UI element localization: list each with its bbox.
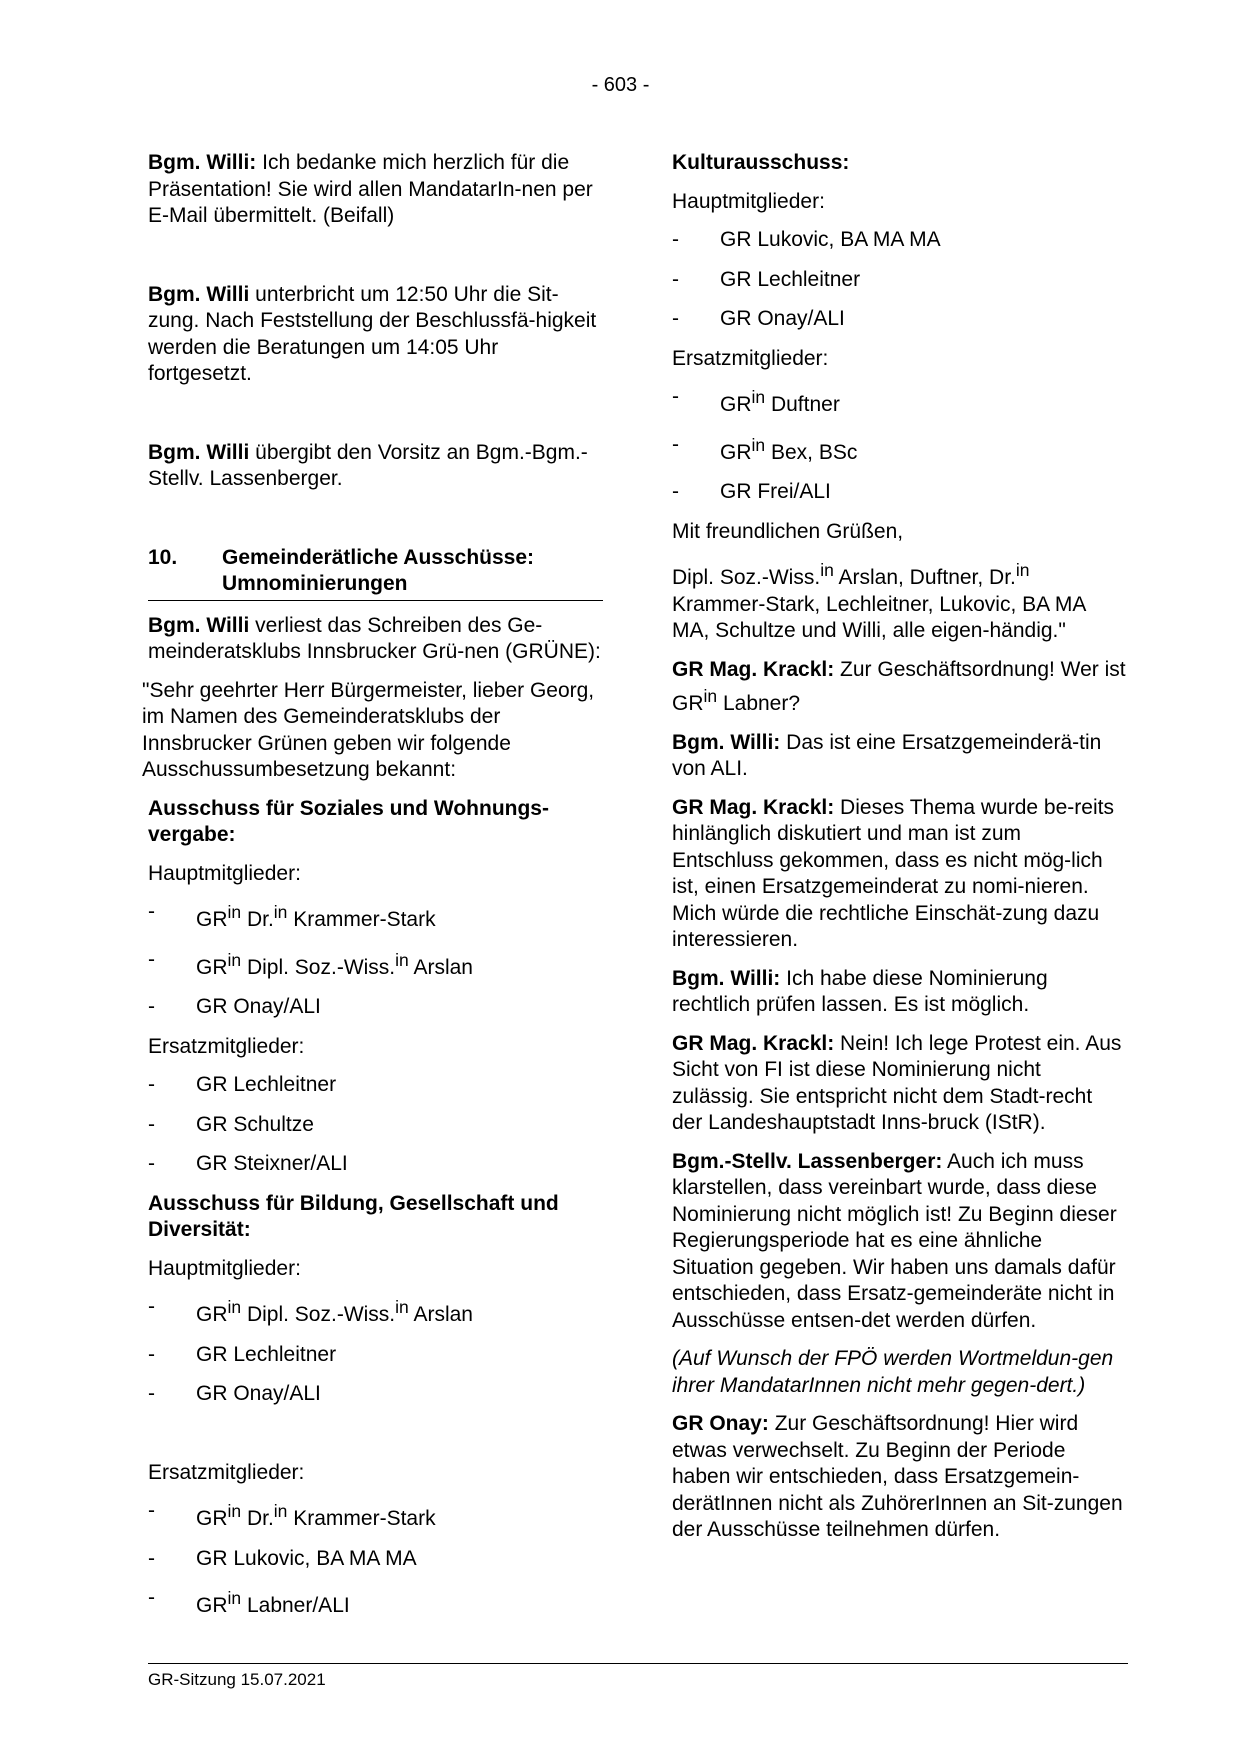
- list-item: - $GR^{in}$ Duftner: [672, 385, 840, 416]
- speaker-name: Bgm. Willi: [148, 282, 250, 306]
- paragraph: GR Mag. Krackl: Nein! Ich lege Protest ein. Aus Sicht von FI ist diese Nominierung nicht zulässig. Sie entspricht nicht dem Stadt-recht der Landeshauptstadt Inns-bruck (IStR).: [672, 1031, 1122, 1134]
- letter-signatures: Dipl. Soz.-Wiss.$^{in}$ Arslan, Duftner, Dr.$^{in}$ Krammer-Stark, Lechleitner, Lukovic, BA MA MA, Schultze und Willi, alle eigen-händig.": [672, 560, 1086, 642]
- list-item: - $GR^{in}$ Dipl. Soz.-Wiss.$^{in}$ Arslan: [148, 947, 473, 979]
- list-item: - GR Frei/ALI: [672, 480, 831, 503]
- list-item: - GR Lukovic, BA MA MA: [148, 1546, 417, 1570]
- list-item: - GR Onay/ALI: [672, 307, 845, 330]
- speaker-name: GR Mag. Krackl:: [672, 1031, 835, 1055]
- speaker-name: GR Onay:: [672, 1412, 769, 1435]
- list-item: - $GR^{in}$ Labner/ALI: [148, 1586, 350, 1617]
- paragraph: Bgm. Willi: Das ist eine Ersatzgemeinderä-tin von ALI.: [672, 730, 1102, 780]
- speaker-name: Bgm. Willi:: [148, 151, 257, 174]
- paragraph: [148, 440, 603, 493]
- paragraph: Bgm. Willi: Ich habe diese Nominierung rechtlich prüfen lassen. Es ist möglich.: [672, 966, 1048, 1016]
- list-item: - GR Steixner/ALI: [148, 1152, 348, 1175]
- paragraph: [148, 150, 603, 230]
- list-item: - GR Lechleitner: [148, 1073, 337, 1096]
- committee-title: Ausschuss für Soziales und Wohnungs-vergabe:: [148, 796, 549, 846]
- speaker-name: GR Mag. Krackl:: [672, 657, 835, 681]
- committee-title: Kulturausschuss:: [672, 151, 850, 174]
- committee-title: Ausschuss für Bildung, Gesellschaft und Diversität:: [148, 1191, 559, 1241]
- footer-text: GR-Sitzung 15.07.2021: [148, 1670, 326, 1689]
- letter-quote: "Sehr geehrter Herr Bürgermeister, lieber Georg, im Namen des Gemeinderatsklubs der Innsbrucker Grünen geben wir folgende Ausschussumbesetzung bekannt:: [142, 678, 595, 781]
- speaker-name: Bgm. Willi:: [672, 966, 781, 990]
- paragraph-text: übergibt den Vorsitz an Bgm.-Bgm.-Stellv. Lassenberger.: [148, 440, 588, 490]
- paragraph-text: verliest das Schreiben des Ge-meinderatsklubs Innsbrucker Grü-nen (GRÜNE):: [148, 613, 601, 663]
- paragraph: GR Mag. Krackl: Dieses Thema wurde be-reits hinlänglich diskutiert und man ist zum Entschluss gekommen, dass es nicht mög-lich ist, einen Ersatzgemeinderat zu nomi-nieren. Mich würde die rechtliche Einschät-zung dazu interessieren.: [672, 795, 1114, 951]
- speaker-name: Bgm.-Stellv. Lassenberger:: [672, 1149, 943, 1173]
- speaker-name: Bgm. Willi: [148, 440, 250, 464]
- paragraph: Bgm.-Stellv. Lassenberger: Auch ich muss klarstellen, dass vereinbart wurde, dass diese Nominierung nicht möglich ist! Zu Beginn dieser Regierungsperiode hat es eine ähnliche Situation gegeben. Wir haben uns damals dafür entschieden, dass Ersatz-gemeinderäte nicht in Ausschüsse entsen-det werden dürfen.: [672, 1149, 1117, 1332]
- list-item: - GR Lechleitner: [148, 1342, 337, 1366]
- speaker-name: GR Mag. Krackl:: [672, 795, 835, 819]
- list-item: - $GR^{in}$ Dr.$^{in}$ Krammer-Stark: [148, 900, 436, 931]
- paragraph: GR Onay: Zur Geschäftsordnung! Hier wird etwas verwechselt. Zu Beginn der Periode haben wir entschieden, dass Ersatzgemein-derätInnen nicht als ZuhörerInnen an Sit-zungen der Ausschüsse teilnehmen dürfen.: [672, 1412, 1123, 1541]
- paragraph: [148, 613, 603, 666]
- agenda-number: 10.: [148, 545, 178, 569]
- right-column: [672, 150, 1127, 1556]
- letter-greeting: Mit freundlichen Grüßen,: [672, 519, 904, 543]
- paragraph: [148, 282, 603, 388]
- list-item: - GR Lukovic, BA MA MA: [672, 228, 941, 251]
- list-item: - GR Onay/ALI: [148, 995, 321, 1018]
- agenda-title: Gemeinderätliche Ausschüsse: Umnominierungen: [222, 545, 535, 595]
- substitutes-label: Ersatzmitglieder:: [148, 1034, 305, 1058]
- members-label: Hauptmitglieder:: [672, 189, 825, 213]
- substitutes-label: Ersatzmitglieder:: [672, 346, 829, 370]
- list-item: - GR Schultze: [148, 1112, 314, 1136]
- list-item: - GR Lechleitner: [672, 267, 861, 291]
- page-number: - 603 -: [591, 74, 650, 96]
- paragraph-text: unterbricht um 12:50 Uhr die Sit-zung. Nach Feststellung der Beschlussfä-higkeit werden die Beratungen um 14:05 Uhr fortgesetzt.: [148, 282, 597, 385]
- list-item: - $GR^{in}$ Dr.$^{in}$ Krammer-Stark: [148, 1499, 436, 1530]
- list-item: - GR Onay/ALI: [148, 1382, 321, 1405]
- speaker-name: Bgm. Willi: [148, 613, 250, 637]
- left-column: [142, 150, 603, 1633]
- paragraph-text: Ich bedanke mich herzlich für die Präsentation! Sie wird allen MandatarIn-nen per E-Mail übermittelt. (Beifall): [148, 151, 593, 227]
- editorial-note: (Auf Wunsch der FPÖ werden Wortmeldun-gen ihrer MandatarInnen nicht mehr gegen-dert.): [672, 1347, 1114, 1397]
- members-label: Hauptmitglieder:: [148, 861, 301, 885]
- paragraph: GR Mag. Krackl: Zur Geschäftsordnung! Wer ist $GR^{in}$ Labner?: [672, 657, 1126, 715]
- list-item: - $GR^{in}$ Dipl. Soz.-Wiss.$^{in}$ Arslan: [148, 1295, 473, 1326]
- list-item: - $GR^{in}$ Bex, BSc: [672, 432, 858, 464]
- substitutes-label: Ersatzmitglieder:: [148, 1460, 305, 1484]
- footer-divider: [148, 1663, 1128, 1664]
- speaker-name: Bgm. Willi:: [672, 730, 781, 754]
- members-label: Hauptmitglieder:: [148, 1256, 301, 1280]
- agenda-heading: [148, 545, 603, 601]
